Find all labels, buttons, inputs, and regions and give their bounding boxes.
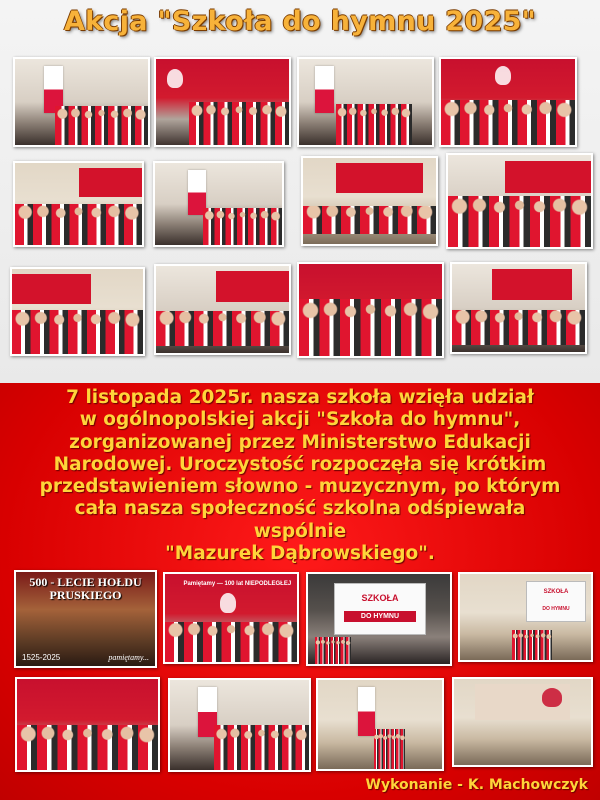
photo-teachers-by-banner [13, 161, 144, 247]
photo-choir-wide [154, 264, 291, 355]
credit-text: Wykonanie - K. Machowczyk [365, 777, 588, 793]
photo-speaker-at-screen: SZKOŁA DO HYMNU [458, 572, 593, 662]
description-line: "Mazurek Dąbrowskiego". [165, 543, 435, 565]
description-line: w ogólnopolskiej akcji "Szkoła do hymnu", [79, 409, 521, 431]
photo-teachers-seated-2 [15, 677, 160, 772]
photo-students-with-flag-3 [168, 678, 311, 772]
description-line: przedstawieniem słowno - muzycznym, po którym [39, 476, 561, 498]
photo-students-with-flag-2 [153, 161, 284, 247]
poster-years: 1525-2025 [22, 653, 61, 662]
photo-students-closeup [297, 262, 444, 358]
photo-anniversary-poster [14, 570, 157, 668]
photo-students-row [446, 153, 593, 249]
event-description [30, 387, 570, 565]
photo-teachers-seated [154, 57, 291, 147]
photo-choir-group [10, 267, 145, 356]
description-line: cała nasza społeczność szkolna odśpiewała wspólnie [74, 498, 526, 542]
photo-two-students-singing [297, 57, 434, 147]
page-title: Akcja "Szkoła do hymnu 2025" [63, 6, 537, 37]
projector-screen: SZKOŁA DO HYMNU [334, 583, 427, 635]
poster-sign: pamiętamy... [108, 653, 149, 662]
description-line: zorganizowanej przez Ministerstwo Edukacji [69, 431, 531, 453]
photo-audience-under-banner [163, 572, 299, 664]
photo-choir-distant [301, 156, 438, 246]
poster-title: 500 - LECIE HOŁDU PRUSKIEGO [29, 574, 142, 602]
photo-speaker-with-flag [316, 678, 444, 771]
photo-projector-screen [306, 572, 452, 666]
description-line: 7 listopada 2025r. nasza szkoła wzięła udział [66, 387, 534, 408]
banner-text: Pamiętamy — 100 lat NIEPODLEGŁEJ [183, 581, 292, 588]
photo-empty-hall [452, 677, 593, 767]
photo-choir-hall [450, 262, 587, 354]
photo-audience-red-hall [439, 57, 577, 147]
description-line: Narodowej. Uroczystość rozpoczęła się krótkim [53, 453, 547, 475]
photo-students-with-flag [13, 57, 150, 147]
